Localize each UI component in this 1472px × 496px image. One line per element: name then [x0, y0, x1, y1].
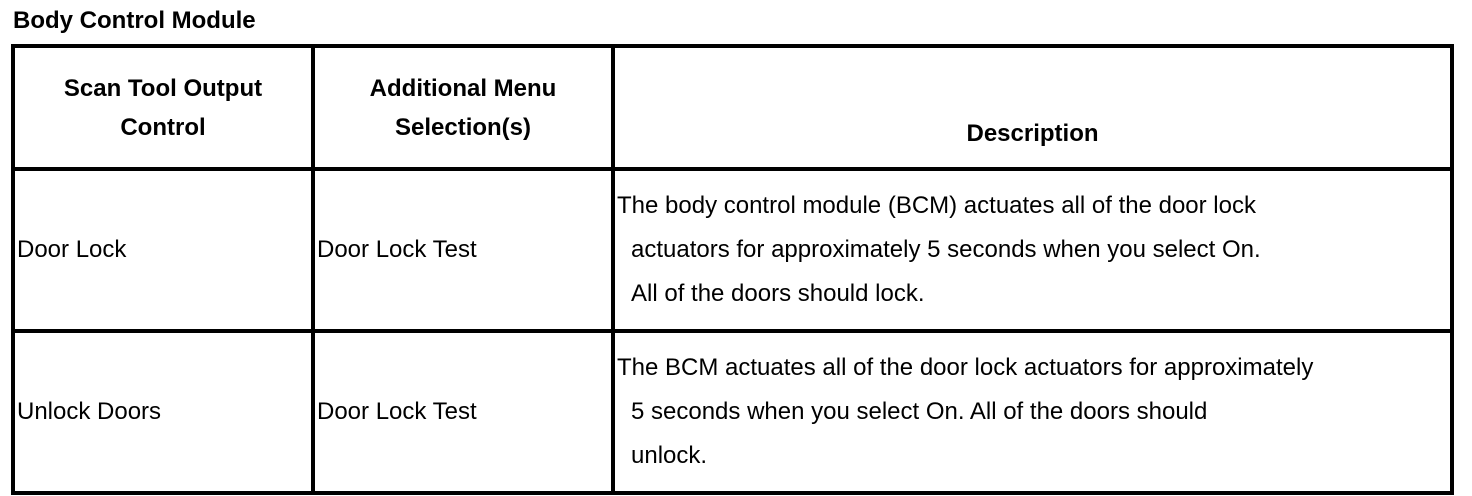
description-line: All of the doors should lock.: [631, 280, 925, 307]
document-title: Body Control Module: [13, 7, 256, 34]
menu-selection-cell: Door Lock Test: [313, 331, 613, 493]
description-cell: [613, 331, 1452, 493]
description-cell: [613, 169, 1452, 331]
column-header-menu-selection: [313, 46, 613, 169]
column-header-output-control: [13, 46, 313, 169]
description-line: The BCM actuates all of the door lock actuators for approximately: [617, 354, 1314, 381]
table-row: [13, 169, 1452, 331]
table-header-row: [13, 46, 1452, 169]
header-line: Control: [120, 113, 206, 141]
description-line: The body control module (BCM) actuates all of the door lock: [617, 192, 1256, 219]
header-line: Description: [966, 120, 1099, 147]
table-row: [13, 331, 1452, 493]
description-line: actuators for approximately 5 seconds when you select On.: [631, 236, 1261, 263]
output-control-cell: Unlock Doors: [13, 331, 313, 493]
column-header-description: [613, 46, 1452, 169]
header-line: Additional Menu: [369, 74, 557, 102]
header-line: Selection(s): [394, 113, 532, 141]
description-line: unlock.: [631, 442, 708, 469]
menu-selection-cell: Door Lock Test: [313, 169, 613, 331]
header-line: Scan Tool Output: [63, 74, 263, 102]
description-line: 5 seconds when you select On. All of the doors should: [631, 398, 1208, 425]
output-control-cell: Door Lock: [13, 169, 313, 331]
output-control-table: [11, 44, 1454, 495]
